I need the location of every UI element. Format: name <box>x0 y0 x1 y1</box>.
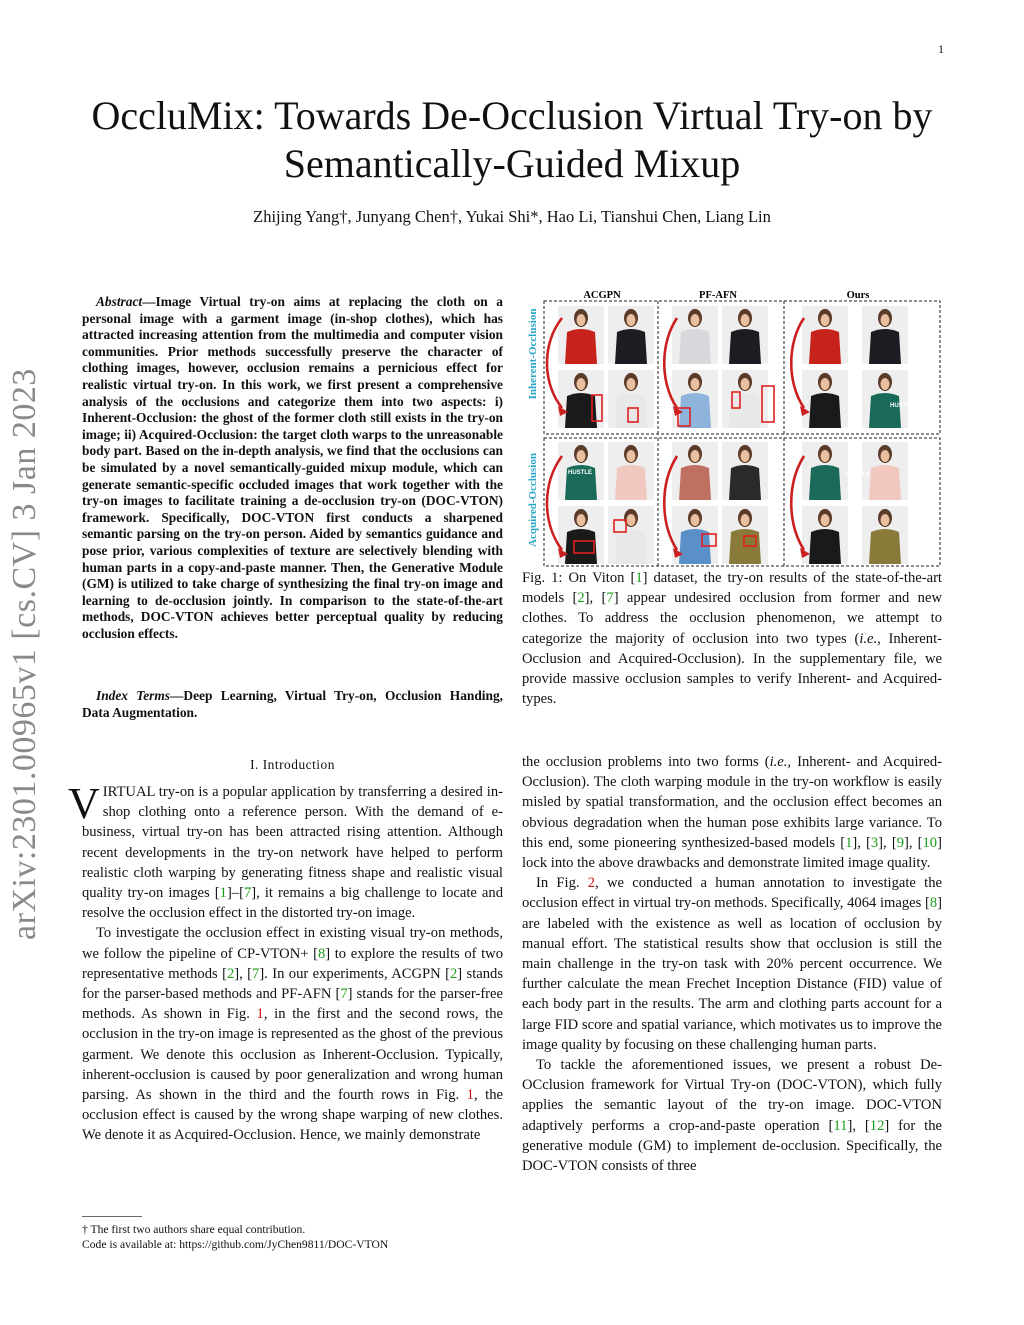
right-p1-text: ], [ <box>852 834 871 851</box>
paper-title: OccluMix: Towards De-Occlusion Virtual Try-on by Semantically-Guided Mixup <box>91 93 933 186</box>
person-face <box>881 450 890 462</box>
shirt-print-text: HUSTLE <box>846 472 870 478</box>
citation-link[interactable]: 7 <box>252 965 260 982</box>
intro-paragraph-1 <box>68 779 503 923</box>
abstract <box>82 294 503 642</box>
person-face <box>691 378 700 390</box>
citation-link[interactable]: 2 <box>577 590 585 607</box>
citation-link[interactable]: 7 <box>340 986 348 1003</box>
person-face <box>741 378 750 390</box>
right-p1-text: the occlusion problems into two forms ( <box>522 754 770 770</box>
citation-link[interactable]: 8 <box>929 895 938 912</box>
footnotes <box>82 1222 503 1252</box>
person-shirt <box>809 529 841 564</box>
section-heading: I. Introduction <box>250 757 335 772</box>
person-face <box>691 514 700 526</box>
person-shirt <box>679 329 711 364</box>
person-shirt <box>615 329 647 364</box>
intro-paragraph-2 <box>82 923 503 1145</box>
caption-text: ], [ <box>584 590 607 607</box>
right-paragraph-3 <box>522 1055 942 1176</box>
person-face <box>627 450 636 462</box>
person-shirt <box>729 329 761 364</box>
citation-link[interactable]: 1 <box>635 570 643 586</box>
citation-link[interactable]: 1 <box>219 885 227 902</box>
person-shirt <box>869 393 901 428</box>
right-paragraph-2 <box>522 873 942 1055</box>
caption-text: ] dataset, the try-on results of the state-of-the-art models [ <box>522 570 942 607</box>
person-shirt <box>729 465 761 500</box>
person-face <box>821 514 830 526</box>
citation-link[interactable]: 3 <box>870 834 879 851</box>
citation-link[interactable]: 12 <box>869 1117 885 1134</box>
person-face <box>741 450 750 462</box>
person-face <box>691 314 700 326</box>
person-face <box>627 314 636 326</box>
intro-p2-text: , in the first and the second rows, the occlusion in the try-on image is represented as the ghost of the previous garment. We denote this occlusion as Inherent-Occlusion. Typically, inherent-occlusion is caused by poor generalization and wrong human parsing. As shown in the third and the fourth rows in Fig. <box>82 1006 503 1104</box>
intro-p2-text: ] stands for the parser-based methods and PF-AFN [ <box>82 965 504 1003</box>
figure-1 <box>522 288 942 570</box>
intro-p1-text: ]–[ <box>226 885 244 902</box>
right-p1-text: ] lock into the above drawbacks and demonstrate limited image quality. <box>522 834 942 872</box>
figure-col-label: PF-AFN <box>699 290 737 301</box>
figure-row-label: Acquired-Occlusion <box>527 453 539 547</box>
index-terms-text: —Deep Learning, Virtual Try-on, Occlusion Handing, Data Augmentation. <box>82 688 503 720</box>
person-face <box>881 514 890 526</box>
right-paragraph-1 <box>522 752 942 873</box>
person-face <box>741 314 750 326</box>
person-shirt <box>809 465 841 500</box>
person-face <box>691 450 700 462</box>
footnote-code-link[interactable]: Code is available at: https://github.com/JyChen9811/DOC-VTON <box>82 1238 389 1251</box>
page-number: 1 <box>938 42 944 56</box>
person-shirt <box>565 529 597 564</box>
footnote-rule <box>82 1216 142 1217</box>
person-shirt <box>869 329 901 364</box>
person-face <box>577 450 586 462</box>
intro-p2-text: , the occlusion effect is caused by the wrong shape warping of new clothes. We denote it as Acquired-Occlusion. Hence, we mainly demonstrate <box>82 1087 503 1144</box>
person-shirt <box>679 393 711 428</box>
right-p3-text: ], [ <box>847 1117 870 1134</box>
introduction-left-column <box>68 779 504 1146</box>
footnote-equal-contribution: † The first two authors share equal contribution. <box>82 1223 306 1236</box>
person-face <box>821 378 830 390</box>
figure-1-caption <box>522 568 942 709</box>
right-p1-text: Inherent- and Acquired- Occlusion). The cloth warping module in the try-on workflow is easily misled by spatial transformation, and the occlusion effect becomes an obvious degradation when the human pose exhibits large variance. To this end, some pioneering synthesized-based models [ <box>522 754 942 851</box>
person-shirt <box>729 393 761 428</box>
person-face <box>881 314 890 326</box>
right-p1-italic: i.e., <box>769 754 792 770</box>
figure-col-label: Ours <box>846 290 870 301</box>
person-shirt <box>565 329 597 364</box>
person-shirt <box>809 393 841 428</box>
intro-p1-text: ], it remains a big challenge to locate and resolve the occlusion effect in the distorted try-on image. <box>82 885 503 922</box>
person-face <box>741 514 750 526</box>
person-face <box>881 378 890 390</box>
author-list: Zhijing Yang†, Junyang Chen†, Yukai Shi*, Hao Li, Tianshui Chen, Liang Lin <box>253 207 771 226</box>
person-shirt <box>615 529 647 564</box>
index-terms <box>82 688 503 721</box>
intro-p1-text: IRTUAL try-on is a popular application by transferring a desired in-shop clothing onto a reference person. With the demand of e-business, virtual try-on has been attracted rising attention. Although recent developments in the try-on network have helped to perform realistic cloth warping by generating fitness shape and realistic visual quality try-on images [ <box>82 784 503 902</box>
citation-link[interactable]: 2 <box>449 965 458 982</box>
right-p3-text: ] for the generative module (GM) to implement de-occlusion. Specifically, the DOC-VTON consists of three <box>522 1117 942 1175</box>
index-terms-label: Index Terms <box>96 688 171 703</box>
person-face <box>577 514 586 526</box>
citation-link[interactable]: 11 <box>833 1117 848 1134</box>
person-shirt <box>615 465 647 500</box>
intro-p2-text: ]. In our experiments, ACGPN [ <box>259 965 450 982</box>
citation-link[interactable]: 8 <box>317 945 326 962</box>
introduction-right-column <box>522 752 942 1176</box>
right-p3-text: To tackle the aforementioned issues, we present a robust De-OCclusion framework for Virtual Try-on (DOC-VTON), which fully applies the semantic layout of the try-on image. DOC-VTON adaptively performs a crop-and-paste operation [ <box>522 1057 942 1134</box>
abstract-text: —Image Virtual try-on aims at replacing the cloth on a personal image with a garment image (in-shop clothes), which has attracted increasing attention from the multimedia and computer vision communities. Prior methods successfully preserve the character of clothing images, however, occlusion remains a pernicious effect for realistic virtual try-on. In this work, we first present a comprehensive analysis of the occlusions and categorize them into two aspects: i) Inherent-Occlusion: the ghost of the former cloth still exists in the try-on image; ii) Acquired-Occlusion: the target cloth warps to the unreasonable body part. Based on the in-depth analysis, we find that the occlusions can be simulated by a novel semantically-guided mixup module, which can generate semantic-specific occluded images that work together with the try-on images to facilitate training a de-occlusion try-on (DOC-VTON) framework. Specifically, DOC-VTON first conducts a sharpened semantic parsing on the try-on person. Aided by semantics guidance and pose prior, various complexities of texture are selectively blending with human parts in a copy-and-paste manner. Then, the Generative Module (GM) is utilized to take charge of synthesizing the final try-on image and learning to de-occlusion jointly. In comparison to the state-of-the-art methods, DOC-VTON achieves better perceptual quality by reducing occlusion effects. <box>82 294 503 641</box>
figure-link[interactable]: 1 <box>256 1006 264 1023</box>
right-p2-text: ] are labeled with the existence as well as location of occlusion by manual effort. The statistical results show that occlusion is still the main challenge in the try-on task with 20% percent occurrence. We further calculate the mean Frechet Inception Distance (FID) value of each body part in the results. The arm and clothing parts account for a large FID score and spatial variance, which motivates us to improve the image quality by focusing on these challenging human parts. <box>522 895 942 1053</box>
citation-link[interactable]: 7 <box>606 590 614 607</box>
abstract-label: Abstract <box>96 294 143 309</box>
shirt-print-text: HUSTLE <box>890 403 914 409</box>
intro-p2-text: ], [ <box>234 965 253 982</box>
caption-italic: i.e., <box>859 630 881 647</box>
figure-link[interactable]: 2 <box>587 875 596 892</box>
caption-text: ] appear undesired occlusion from former and new clothes. To address the occlusion phenomenon, we attempt to categorize the majority of occlusion into two types ( <box>522 590 942 647</box>
figure-row-label: Inherent-Occlusion <box>527 308 539 400</box>
arxiv-watermark: arXiv:2301.00965v1 [cs.CV] 3 Jan 2023 <box>6 368 43 940</box>
person-face <box>627 514 636 526</box>
shirt-print-text: HUSTLE <box>568 470 592 476</box>
person-face <box>627 378 636 390</box>
caption-text: Fig. 1: On Viton [ <box>522 570 636 586</box>
person-face <box>821 450 830 462</box>
figure-link[interactable]: 1 <box>466 1087 474 1104</box>
person-face <box>577 378 586 390</box>
person-shirt <box>869 529 901 564</box>
right-p2-text: In Fig. <box>536 875 588 892</box>
citation-link[interactable]: 2 <box>226 965 235 982</box>
citation-link[interactable]: 7 <box>243 885 252 902</box>
dropcap-letter: V <box>68 779 100 828</box>
intro-p2-text: ] to explore the results of two representative methods [ <box>82 945 503 982</box>
right-p1-text: ], [ <box>903 834 923 851</box>
intro-p2-text: ] stands for the parser-free methods. As shown in Fig. <box>82 986 503 1023</box>
right-p1-text: ], [ <box>878 834 897 851</box>
citation-link[interactable]: 10 <box>922 834 938 851</box>
figure-col-label: ACGPN <box>583 290 621 301</box>
person-shirt <box>869 465 901 500</box>
intro-p2-text: To investigate the occlusion effect in existing visual try-on methods, we follow the pipeline of CP-VTON+ [ <box>82 925 503 962</box>
citation-link[interactable]: 1 <box>845 834 853 851</box>
person-face <box>821 314 830 326</box>
citation-link[interactable]: 9 <box>896 834 904 851</box>
right-p2-text: , we conducted a human annotation to investigate the occlusion effect in virtual try-on methods. Specifically, 4064 images [ <box>522 875 942 912</box>
person-shirt <box>679 465 711 500</box>
person-shirt <box>809 329 841 364</box>
caption-text: Inherent-Occlusion and Acquired-Occlusion). In the supplementary file, we provide massive occlusion samples to verify Inherent- and Acquired- types. <box>522 630 942 708</box>
person-face <box>577 314 586 326</box>
